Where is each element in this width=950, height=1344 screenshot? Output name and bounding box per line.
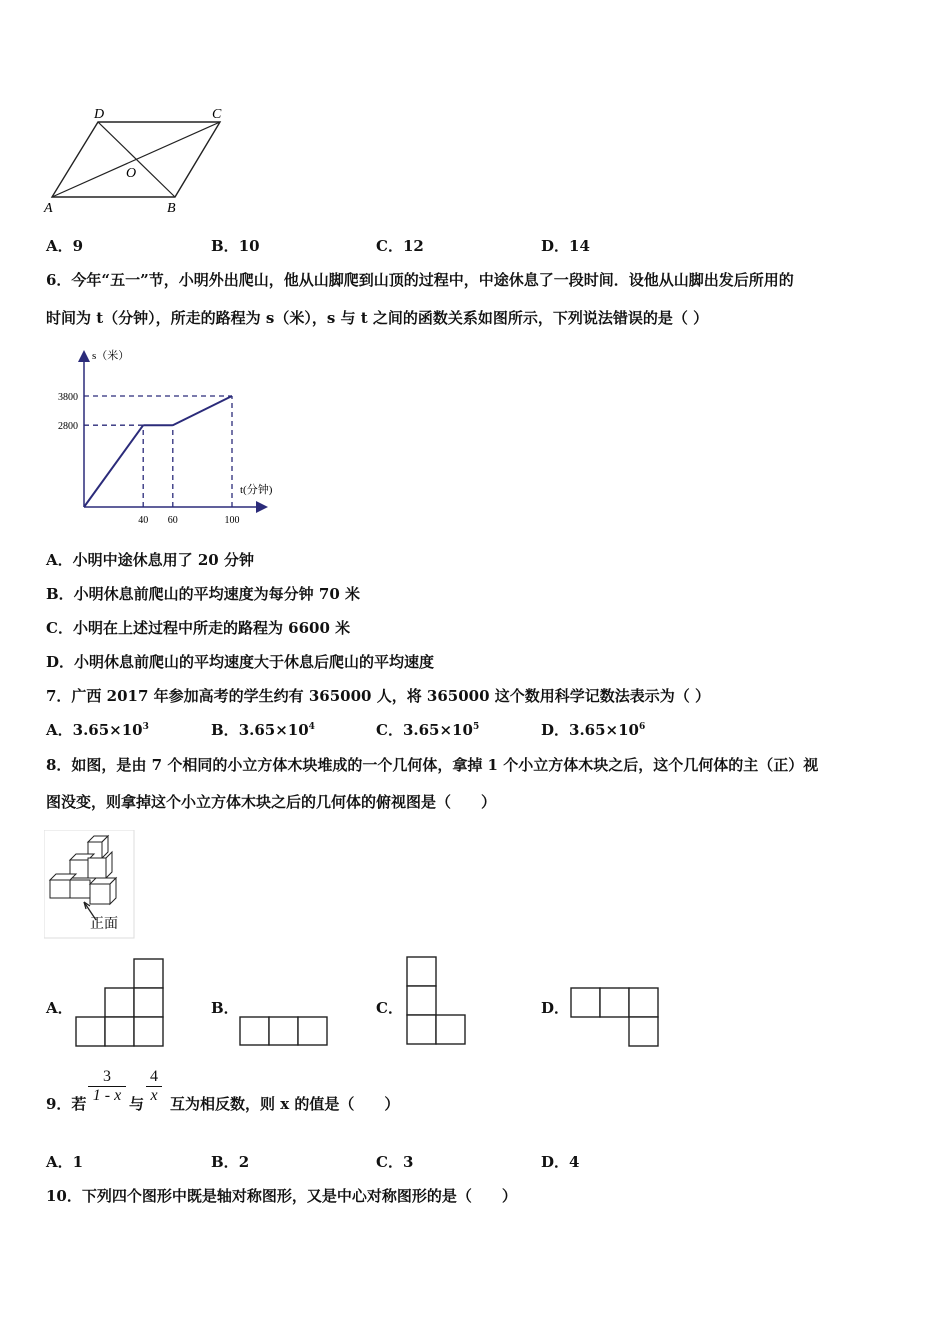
q6-option-a[interactable]: A．小明中途休息用了 20 分钟 <box>46 551 254 569</box>
q10-stem: 10．下列四个图形中既是轴对称图形，又是中心对称图形的是（ ） <box>46 1187 517 1205</box>
option-text: 1 <box>72 1153 84 1171</box>
fraction-denominator: x <box>150 1087 158 1104</box>
q9-option-d[interactable] <box>541 1152 579 1172</box>
grid-cell <box>134 988 163 1017</box>
parallelogram-figure <box>40 100 240 220</box>
option-text: 9 <box>72 237 84 255</box>
grid-cell <box>134 959 163 988</box>
q6-stem-line1: 6．今年“五一”节，小明外出爬山，他从山脚爬到山顶的过程中，中途休息了一段时间．设他从山脚出发后所用的 <box>46 271 794 289</box>
option-letter: D． <box>541 1153 570 1171</box>
x-tick-label-40: 40 <box>138 515 149 526</box>
q5-option-a[interactable] <box>46 236 83 256</box>
cube-stack-figure <box>44 830 136 940</box>
q8-option-b-figure[interactable] <box>237 1014 331 1048</box>
grid-cell <box>134 1017 163 1046</box>
label-B: B <box>167 201 176 216</box>
grid-cell <box>436 1015 465 1044</box>
option-text: 14 <box>569 237 590 255</box>
cube-front-face <box>88 858 106 878</box>
grid-cell <box>407 957 436 986</box>
q7-option-d[interactable] <box>541 720 645 740</box>
grid-cell <box>571 988 600 1017</box>
option-letter: D． <box>541 237 570 255</box>
option-text: 3 <box>402 1153 414 1171</box>
q9-suffix: 互为相反数，则 x 的值是（ ） <box>170 1095 400 1113</box>
q8-option-b-label[interactable]: B． <box>211 999 239 1017</box>
grid-cell <box>407 1015 436 1044</box>
option-text: 12 <box>402 237 424 255</box>
cube-front-face <box>70 880 90 898</box>
grid-cell <box>629 988 658 1017</box>
option-letter: A． <box>46 721 73 739</box>
q5-option-d[interactable] <box>541 236 590 256</box>
option-text: 2 <box>238 1153 250 1171</box>
q8-option-a-figure[interactable] <box>73 958 167 1048</box>
option-exponent: 6 <box>639 722 646 732</box>
q6-option-b[interactable]: B．小明休息前爬山的平均速度为每分钟 70 米 <box>46 585 360 603</box>
q9-option-a[interactable] <box>46 1152 83 1172</box>
q9-prefix: 9．若 <box>46 1095 87 1113</box>
y-tick-label-3800: 3800 <box>58 392 78 403</box>
q9-option-b[interactable] <box>211 1152 249 1172</box>
q8-option-a-label[interactable]: A． <box>46 999 73 1017</box>
q9-option-c[interactable] <box>376 1152 413 1172</box>
q8-option-c-label[interactable]: C． <box>376 999 403 1017</box>
y-tick-label-2800: 2800 <box>58 421 78 433</box>
grid-cell <box>76 1017 105 1046</box>
option-base: 3.65×10 <box>402 721 473 739</box>
front-label: 正面 <box>90 917 118 932</box>
grid-cell <box>298 1017 327 1045</box>
option-exponent: 4 <box>308 722 315 732</box>
q9-middle: 与 <box>129 1095 145 1113</box>
option-text: 10 <box>238 237 260 255</box>
fraction-numerator: 4 <box>146 1068 162 1087</box>
series-segment-2 <box>173 396 232 425</box>
q7-stem: 7．广西 2017 年参加高考的学生约有 365000 人，将 365000 这个数用科学记数法表示为（ ） <box>46 687 710 705</box>
label-A: A <box>44 201 53 216</box>
q9-fraction-2 <box>146 1068 162 1105</box>
option-base: 3.65×10 <box>569 721 639 739</box>
option-base: 3.65×10 <box>72 721 143 739</box>
q8-option-d-label[interactable]: D． <box>541 999 570 1017</box>
q8-stem-line1: 8．如图，是由 7 个相同的小立方体木块堆成的一个几何体，拿掉 1 个小立方体木块之后，这个几何体的主（正）视 <box>46 756 819 774</box>
label-D: D <box>94 107 105 122</box>
x-axis-label: t(分钟) <box>240 484 273 496</box>
option-letter: B． <box>211 721 239 739</box>
label-C: C <box>212 107 222 122</box>
grid-cell <box>105 988 134 1017</box>
grid-cell <box>600 988 629 1017</box>
cube-front-face <box>90 884 110 904</box>
x-tick-label-100: 100 <box>224 515 240 526</box>
grid-cell <box>269 1017 298 1045</box>
q5-option-b[interactable] <box>211 236 260 256</box>
q7-option-a[interactable] <box>46 720 149 740</box>
series-segment-0 <box>84 425 143 507</box>
q8-option-c-figure[interactable] <box>404 956 468 1048</box>
option-exponent: 3 <box>142 722 149 732</box>
q7-option-b[interactable] <box>211 720 315 740</box>
option-letter: B． <box>211 1153 239 1171</box>
option-letter: C． <box>376 1153 403 1171</box>
cube-front-face <box>50 880 70 898</box>
option-letter: A． <box>46 1153 73 1171</box>
distance-time-chart <box>40 345 290 530</box>
grid-cell <box>629 1017 658 1046</box>
option-text: 4 <box>569 1153 580 1171</box>
y-axis-label: s（米） <box>92 350 130 362</box>
q5-option-c[interactable] <box>376 236 424 256</box>
fraction-numerator: 3 <box>88 1068 126 1087</box>
option-exponent: 5 <box>472 722 480 732</box>
grid-cell <box>240 1017 269 1045</box>
q8-option-d-figure[interactable] <box>568 986 664 1050</box>
option-letter: B． <box>211 237 239 255</box>
q7-option-c[interactable] <box>376 720 479 740</box>
x-tick-label-60: 60 <box>167 515 178 526</box>
label-O: O <box>126 166 137 181</box>
option-letter: C． <box>376 721 403 739</box>
q6-option-c[interactable]: C．小明在上述过程中所走的路程为 6600 米 <box>46 619 351 637</box>
grid-cell <box>407 986 436 1015</box>
option-letter: A． <box>46 237 73 255</box>
q6-option-d[interactable]: D．小明休息前爬山的平均速度大于休息后爬山的平均速度 <box>46 653 435 671</box>
option-base: 3.65×10 <box>238 721 309 739</box>
fraction-denominator: 1 - x <box>92 1087 122 1104</box>
grid-cell <box>105 1017 134 1046</box>
option-letter: C． <box>376 237 403 255</box>
q8-stem-line2: 图没变，则拿掉这个小立方体木块之后的几何体的俯视图是（ ） <box>46 793 497 811</box>
option-letter: D． <box>541 721 570 739</box>
q6-stem-line2: 时间为 t（分钟），所走的路程为 s（米），s 与 t 之间的函数关系如图所示，下列说法错误的是（ ） <box>46 309 709 327</box>
q9-fraction-1 <box>88 1068 126 1105</box>
